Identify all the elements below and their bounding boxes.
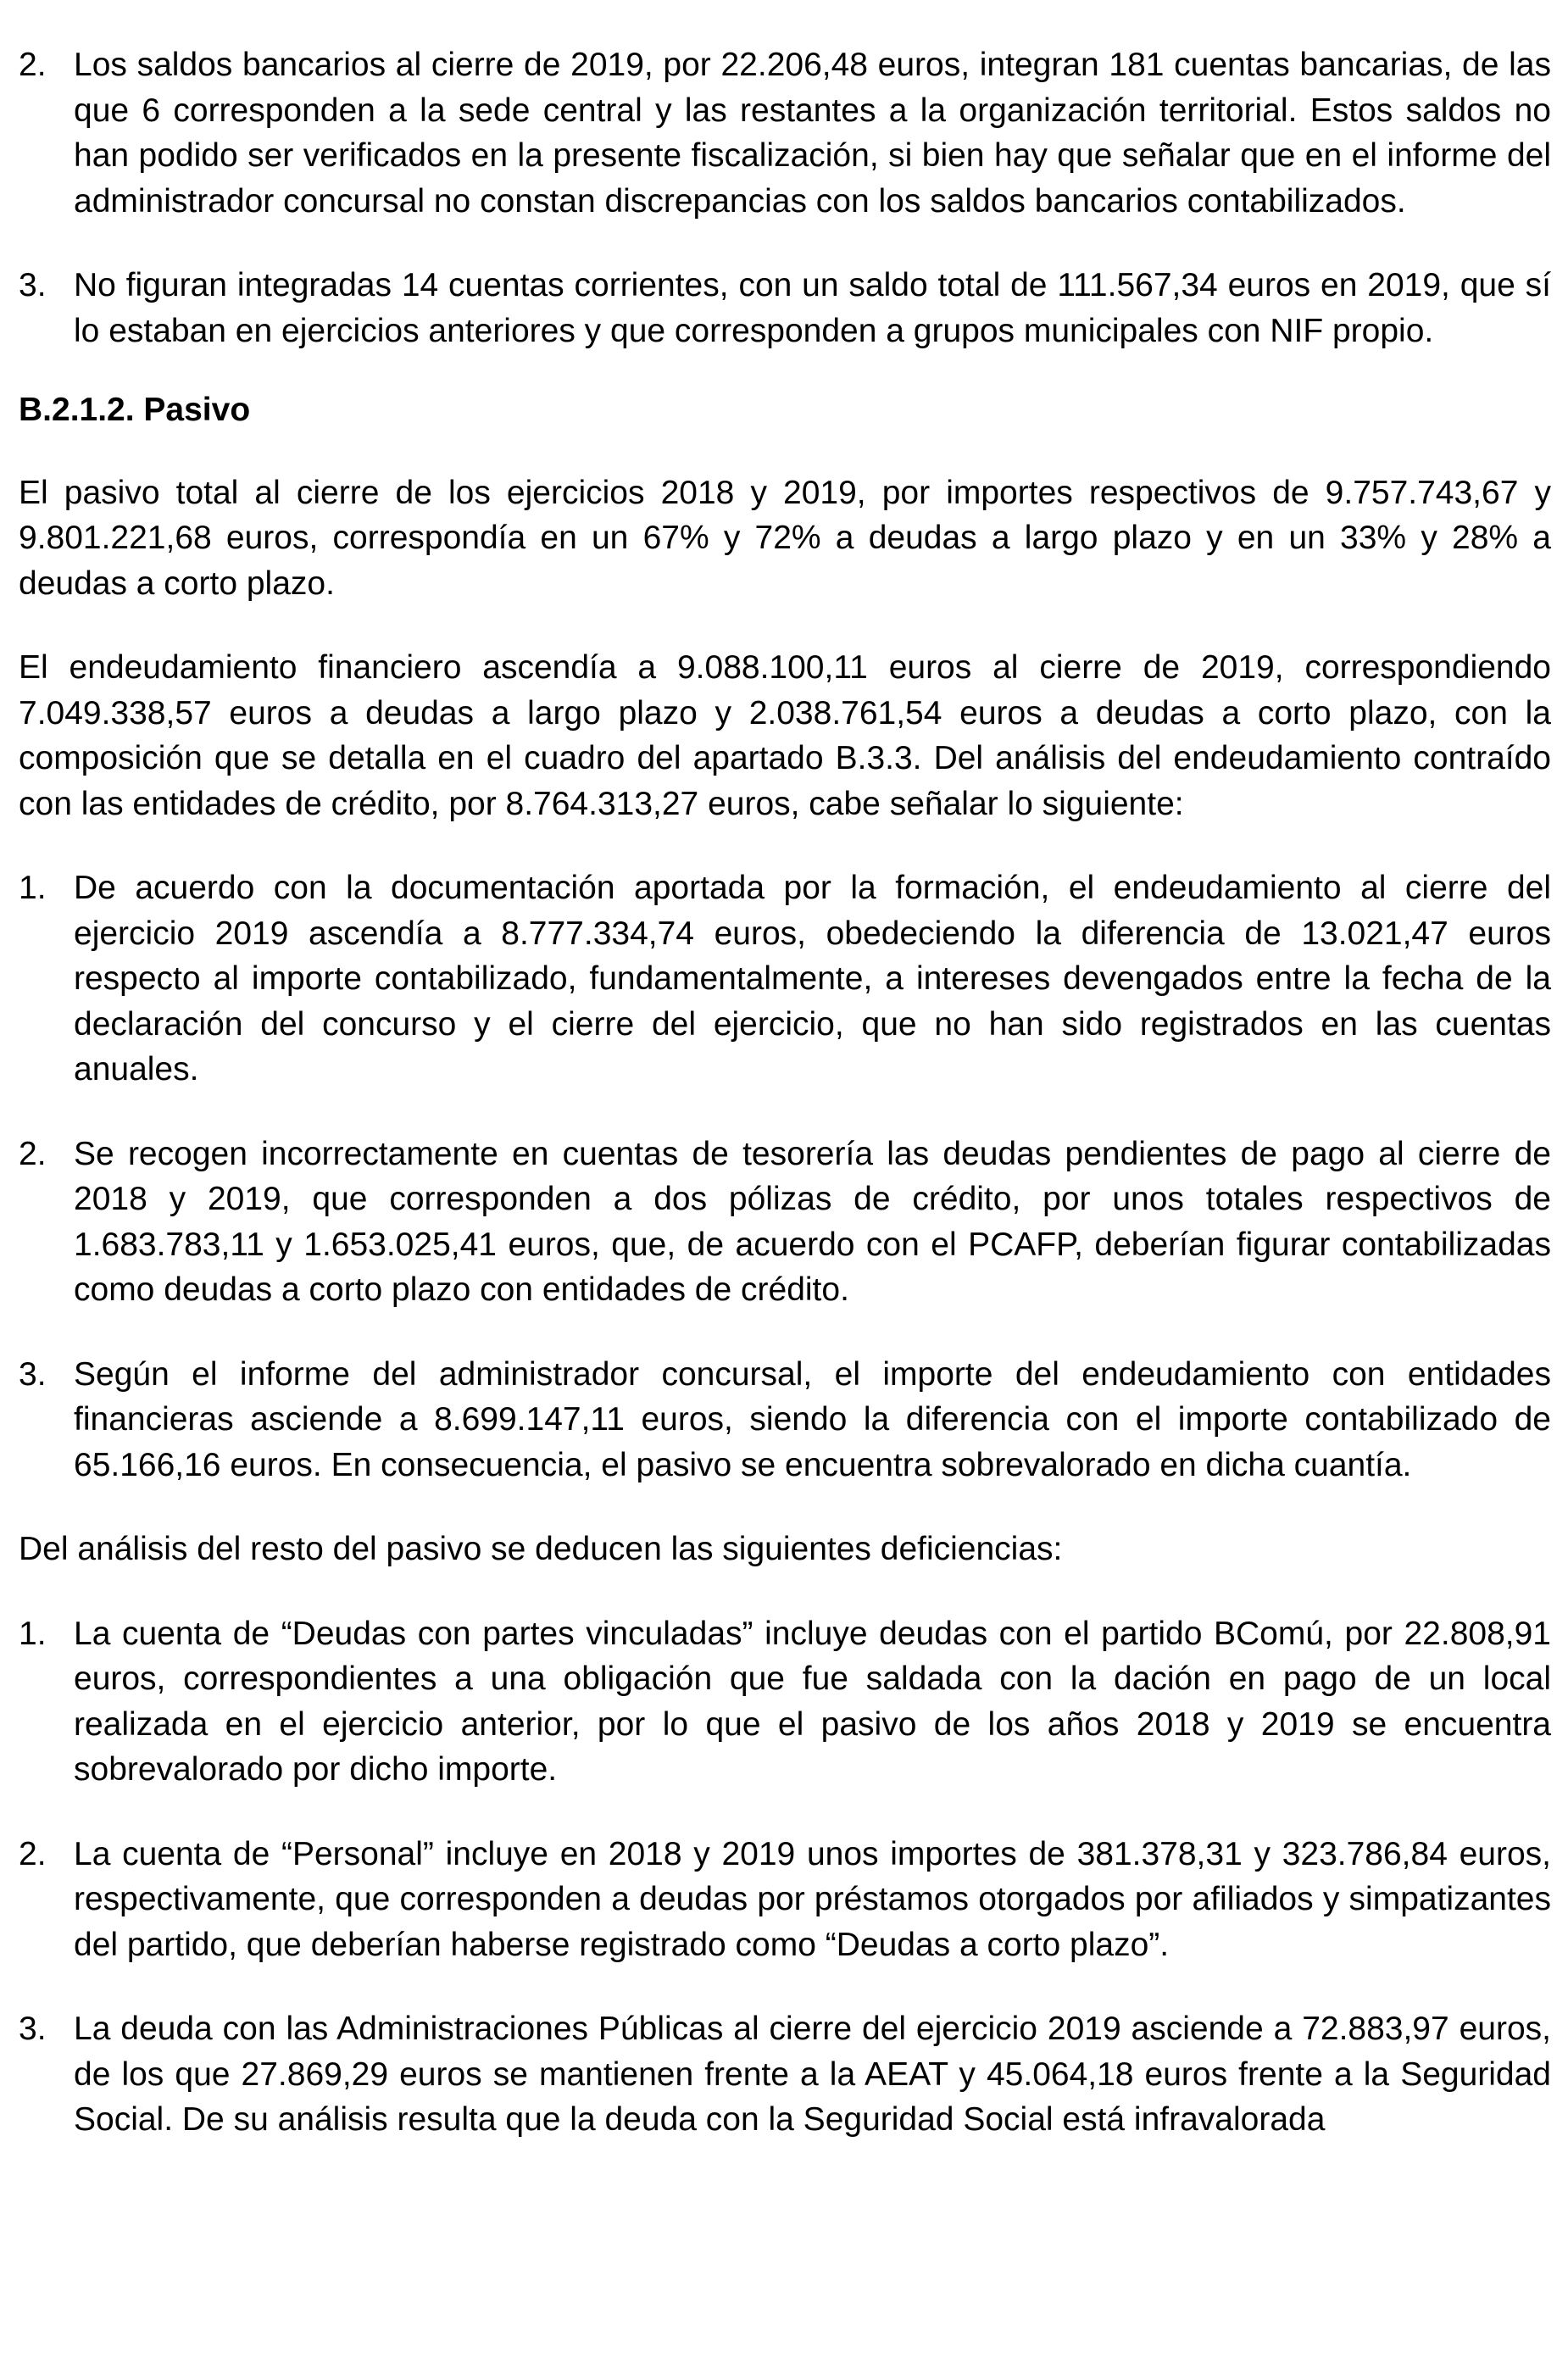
list-item-number: 3. [19, 2011, 47, 2047]
list-item-text: Según el informe del administrador concursal, el importe del endeudamiento con entidades financieras asciende a 8.699.147,11 euros, siendo la diferencia con el importe contabilizado de 65.166,16 euros. En consecuencia, el pasivo se encuentra sobrevalorado en dicha cuantía. [74, 1355, 1551, 1483]
list-item-text: Se recogen incorrectamente en cuentas de tesorería las deudas pendientes de pago al cierre de 2018 y 2019, que corresponden a dos pólizas de crédito, por unos totales respectivos de 1.683.783,11 y 1.653.025,41 euros, que, de acuerdo con el PCAFP, deberían figurar contabilizadas como deudas a corto plazo con entidades de crédito. [74, 1135, 1551, 1308]
list-item-text: La cuenta de “Deudas con partes vinculadas” incluye deudas con el partido BComú, por 22.808,91 euros, correspondientes a una obligación que fue saldada con la dación en pago de un local realizada en el ejercicio anterior, por lo que el pasivo de los años 2018 y 2019 se encuentra sobrevalorado por dicho importe. [74, 1615, 1551, 1788]
paragraph: El pasivo total al cierre de los ejercicios 2018 y 2019, por importes respectivos de 9.757.743,67 y 9.801.221,68 euros, correspondía en un 67% y 72% a deudas a largo plazo y en un 33% y 28% a deudas a corto plazo. [19, 474, 1551, 602]
section-heading: B.2.1.2. Pasivo [19, 392, 251, 428]
list-item [19, 1132, 1551, 1313]
list-item [19, 2006, 1551, 2143]
list-item-number: 3. [19, 1355, 47, 1393]
list-item-number: 2. [19, 47, 47, 83]
list-item [19, 1832, 1551, 1968]
list-item-text: La deuda con las Administraciones Públicas al cierre del ejercicio 2019 asciende a 72.883,97 euros, de los que 27.869,29 euros se mantienen frente a la AEAT y 45.064,18 euros frente a la Seguridad Social. De su análisis resulta que la deuda con la Seguridad Social está infravalorada [74, 2011, 1551, 2138]
list-item [19, 865, 1551, 1093]
list-item-text: Los saldos bancarios al cierre de 2019, por 22.206,48 euros, integran 181 cuentas bancarias, de las que 6 corresponden a la sede central y las restantes a la organización territorial. Estos saldos no han podido ser verificados en la presente fiscalización, si bien hay que señalar que en el informe del administrador concursal no constan discrepancias con los saldos bancarios contabilizados. [74, 47, 1551, 220]
list-item [19, 263, 1551, 353]
document-page [19, 42, 1551, 2143]
list-item-number: 1. [19, 870, 47, 906]
list-item [19, 1611, 1551, 1793]
list-item-text: De acuerdo con la documentación aportada por la formación, el endeudamiento al cierre del ejercicio 2019 ascendía a 8.777.334,74 euros, obedeciendo la diferencia de 13.021,47 euros respecto al importe contabilizado, fundamentalmente, a intereses devengados entre la fecha de la declaración del concurso y el cierre del ejercicio, que no han sido registrados en las cuentas anuales. [74, 870, 1551, 1087]
list-item-text: La cuenta de “Personal” incluye en 2018 y 2019 unos importes de 381.378,31 y 323.786,84 euros, respectivamente, que corresponden a deudas por préstamos otorgados por afiliados y simpatizantes del partido, que deberían haberse registrado como “Deudas a corto plazo”. [74, 1835, 1551, 1963]
list-item-text: No figuran integradas 14 cuentas corrientes, con un saldo total de 111.567,34 euros en 2019, que sí lo estaban en ejercicios anteriores y que corresponden a grupos municipales con NIF propio. [74, 267, 1551, 349]
list-item [19, 42, 1551, 224]
list-item [19, 1352, 1551, 1488]
paragraph: Del análisis del resto del pasivo se deducen las siguientes deficiencias: [19, 1531, 1063, 1567]
list-item-number: 2. [19, 1835, 47, 1872]
list-item-number: 1. [19, 1615, 47, 1652]
paragraph: El endeudamiento financiero ascendía a 9.088.100,11 euros al cierre de 2019, correspondiendo 7.049.338,57 euros a deudas a largo plazo y 2.038.761,54 euros a deudas a corto plazo, con la composición que se detalla en el cuadro del apartado B.3.3. Del análisis del endeudamiento contraído con las entidades de crédito, por 8.764.313,27 euros, cabe señalar lo siguiente: [19, 649, 1551, 822]
list-item-number: 3. [19, 267, 47, 303]
list-item-number: 2. [19, 1135, 47, 1172]
